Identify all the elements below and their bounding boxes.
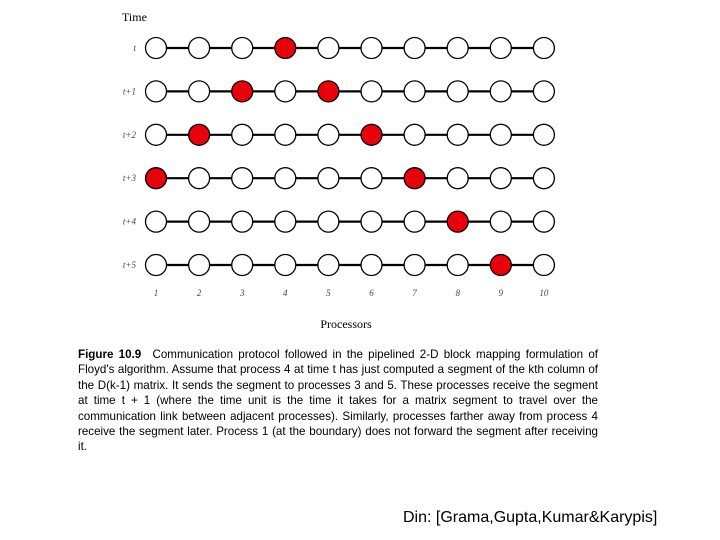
processor-node xyxy=(447,38,468,59)
active-processor-node xyxy=(189,124,210,145)
figure-caption xyxy=(78,347,598,455)
processor-node xyxy=(232,124,253,145)
processor-node xyxy=(404,38,425,59)
processor-node xyxy=(318,124,339,145)
processor-label: 5 xyxy=(326,288,331,298)
processor-node xyxy=(361,168,382,189)
active-processor-node xyxy=(490,255,511,276)
processor-node xyxy=(361,211,382,232)
processor-node xyxy=(232,38,253,59)
active-processor-node xyxy=(361,124,382,145)
active-processor-node xyxy=(318,81,339,102)
processor-label: 6 xyxy=(369,288,374,298)
processor-node xyxy=(533,81,554,102)
processor-node xyxy=(275,255,296,276)
processor-node xyxy=(146,81,167,102)
processor-node xyxy=(361,81,382,102)
processor-node xyxy=(533,211,554,232)
time-row-label: t+1 xyxy=(122,86,136,97)
processor-node xyxy=(404,124,425,145)
processor-node xyxy=(318,38,339,59)
processor-node xyxy=(490,168,511,189)
processor-node xyxy=(533,38,554,59)
time-row-label: t+2 xyxy=(122,129,136,140)
processor-label: 10 xyxy=(539,288,549,298)
processor-node xyxy=(447,255,468,276)
processor-node xyxy=(275,211,296,232)
x-axis-label: Processors xyxy=(320,317,372,331)
processor-node xyxy=(275,124,296,145)
processor-node xyxy=(318,255,339,276)
processor-node xyxy=(361,255,382,276)
processor-node xyxy=(146,38,167,59)
processor-node xyxy=(533,168,554,189)
processor-node xyxy=(232,168,253,189)
processor-node xyxy=(490,38,511,59)
processor-node xyxy=(404,211,425,232)
source-citation: Din: [Grama,Gupta,Kumar&Karypis] xyxy=(403,509,658,526)
processor-node xyxy=(404,255,425,276)
time-row-label: t xyxy=(133,43,136,53)
processor-node xyxy=(361,38,382,59)
processor-label: 4 xyxy=(283,288,288,298)
processor-node xyxy=(275,168,296,189)
processor-node xyxy=(189,168,210,189)
time-row-label: t+5 xyxy=(122,260,136,270)
processor-node xyxy=(533,255,554,276)
processor-label: 7 xyxy=(412,288,417,298)
processor-node xyxy=(189,38,210,59)
processor-node xyxy=(146,255,167,276)
processor-label: 9 xyxy=(498,288,504,298)
processor-label: 8 xyxy=(455,288,460,298)
processor-node xyxy=(232,211,253,232)
caption-text: Communication protocol followed in the pipelined 2-D block mapping formulation of Floyd's algorithm. Assume that process 4 at time t has just computed a segment of the kth column of the D(k-1) matrix. It sends the segment to processes 3 and 5. These processes receive the segment at time t + 1 (where the time unit is the time it takes for a matrix segment to travel over the communication link between adjacent processes). Similarly, processes farther away from process 4 receive the segment later. Process 1 (at the boundary) does not forward the segment after receiving it. xyxy=(78,348,598,454)
processor-node xyxy=(146,124,167,145)
processor-node xyxy=(146,211,167,232)
processor-node xyxy=(490,124,511,145)
processor-node xyxy=(189,81,210,102)
processor-node xyxy=(318,168,339,189)
processor-node xyxy=(447,81,468,102)
processor-node xyxy=(447,124,468,145)
processor-node xyxy=(275,81,296,102)
processor-label: 1 xyxy=(153,288,159,298)
processor-node xyxy=(318,211,339,232)
processor-node xyxy=(490,211,511,232)
time-row-label: t+3 xyxy=(122,173,136,184)
processor-label: 2 xyxy=(196,288,202,298)
active-processor-node xyxy=(232,81,253,102)
active-processor-node xyxy=(447,211,468,232)
processor-node xyxy=(533,124,554,145)
processor-node xyxy=(189,255,210,276)
processor-node xyxy=(490,81,511,102)
active-processor-node xyxy=(146,168,167,189)
processor-node xyxy=(447,168,468,189)
active-processor-node xyxy=(404,168,425,189)
processor-node xyxy=(404,81,425,102)
processor-label: 3 xyxy=(239,288,245,298)
processor-node xyxy=(232,255,253,276)
y-axis-label: Time xyxy=(122,10,147,24)
processor-node xyxy=(189,211,210,232)
time-row-label: t+4 xyxy=(122,216,136,227)
figure-label: Figure 10.9 xyxy=(78,348,142,361)
active-processor-node xyxy=(275,38,296,59)
